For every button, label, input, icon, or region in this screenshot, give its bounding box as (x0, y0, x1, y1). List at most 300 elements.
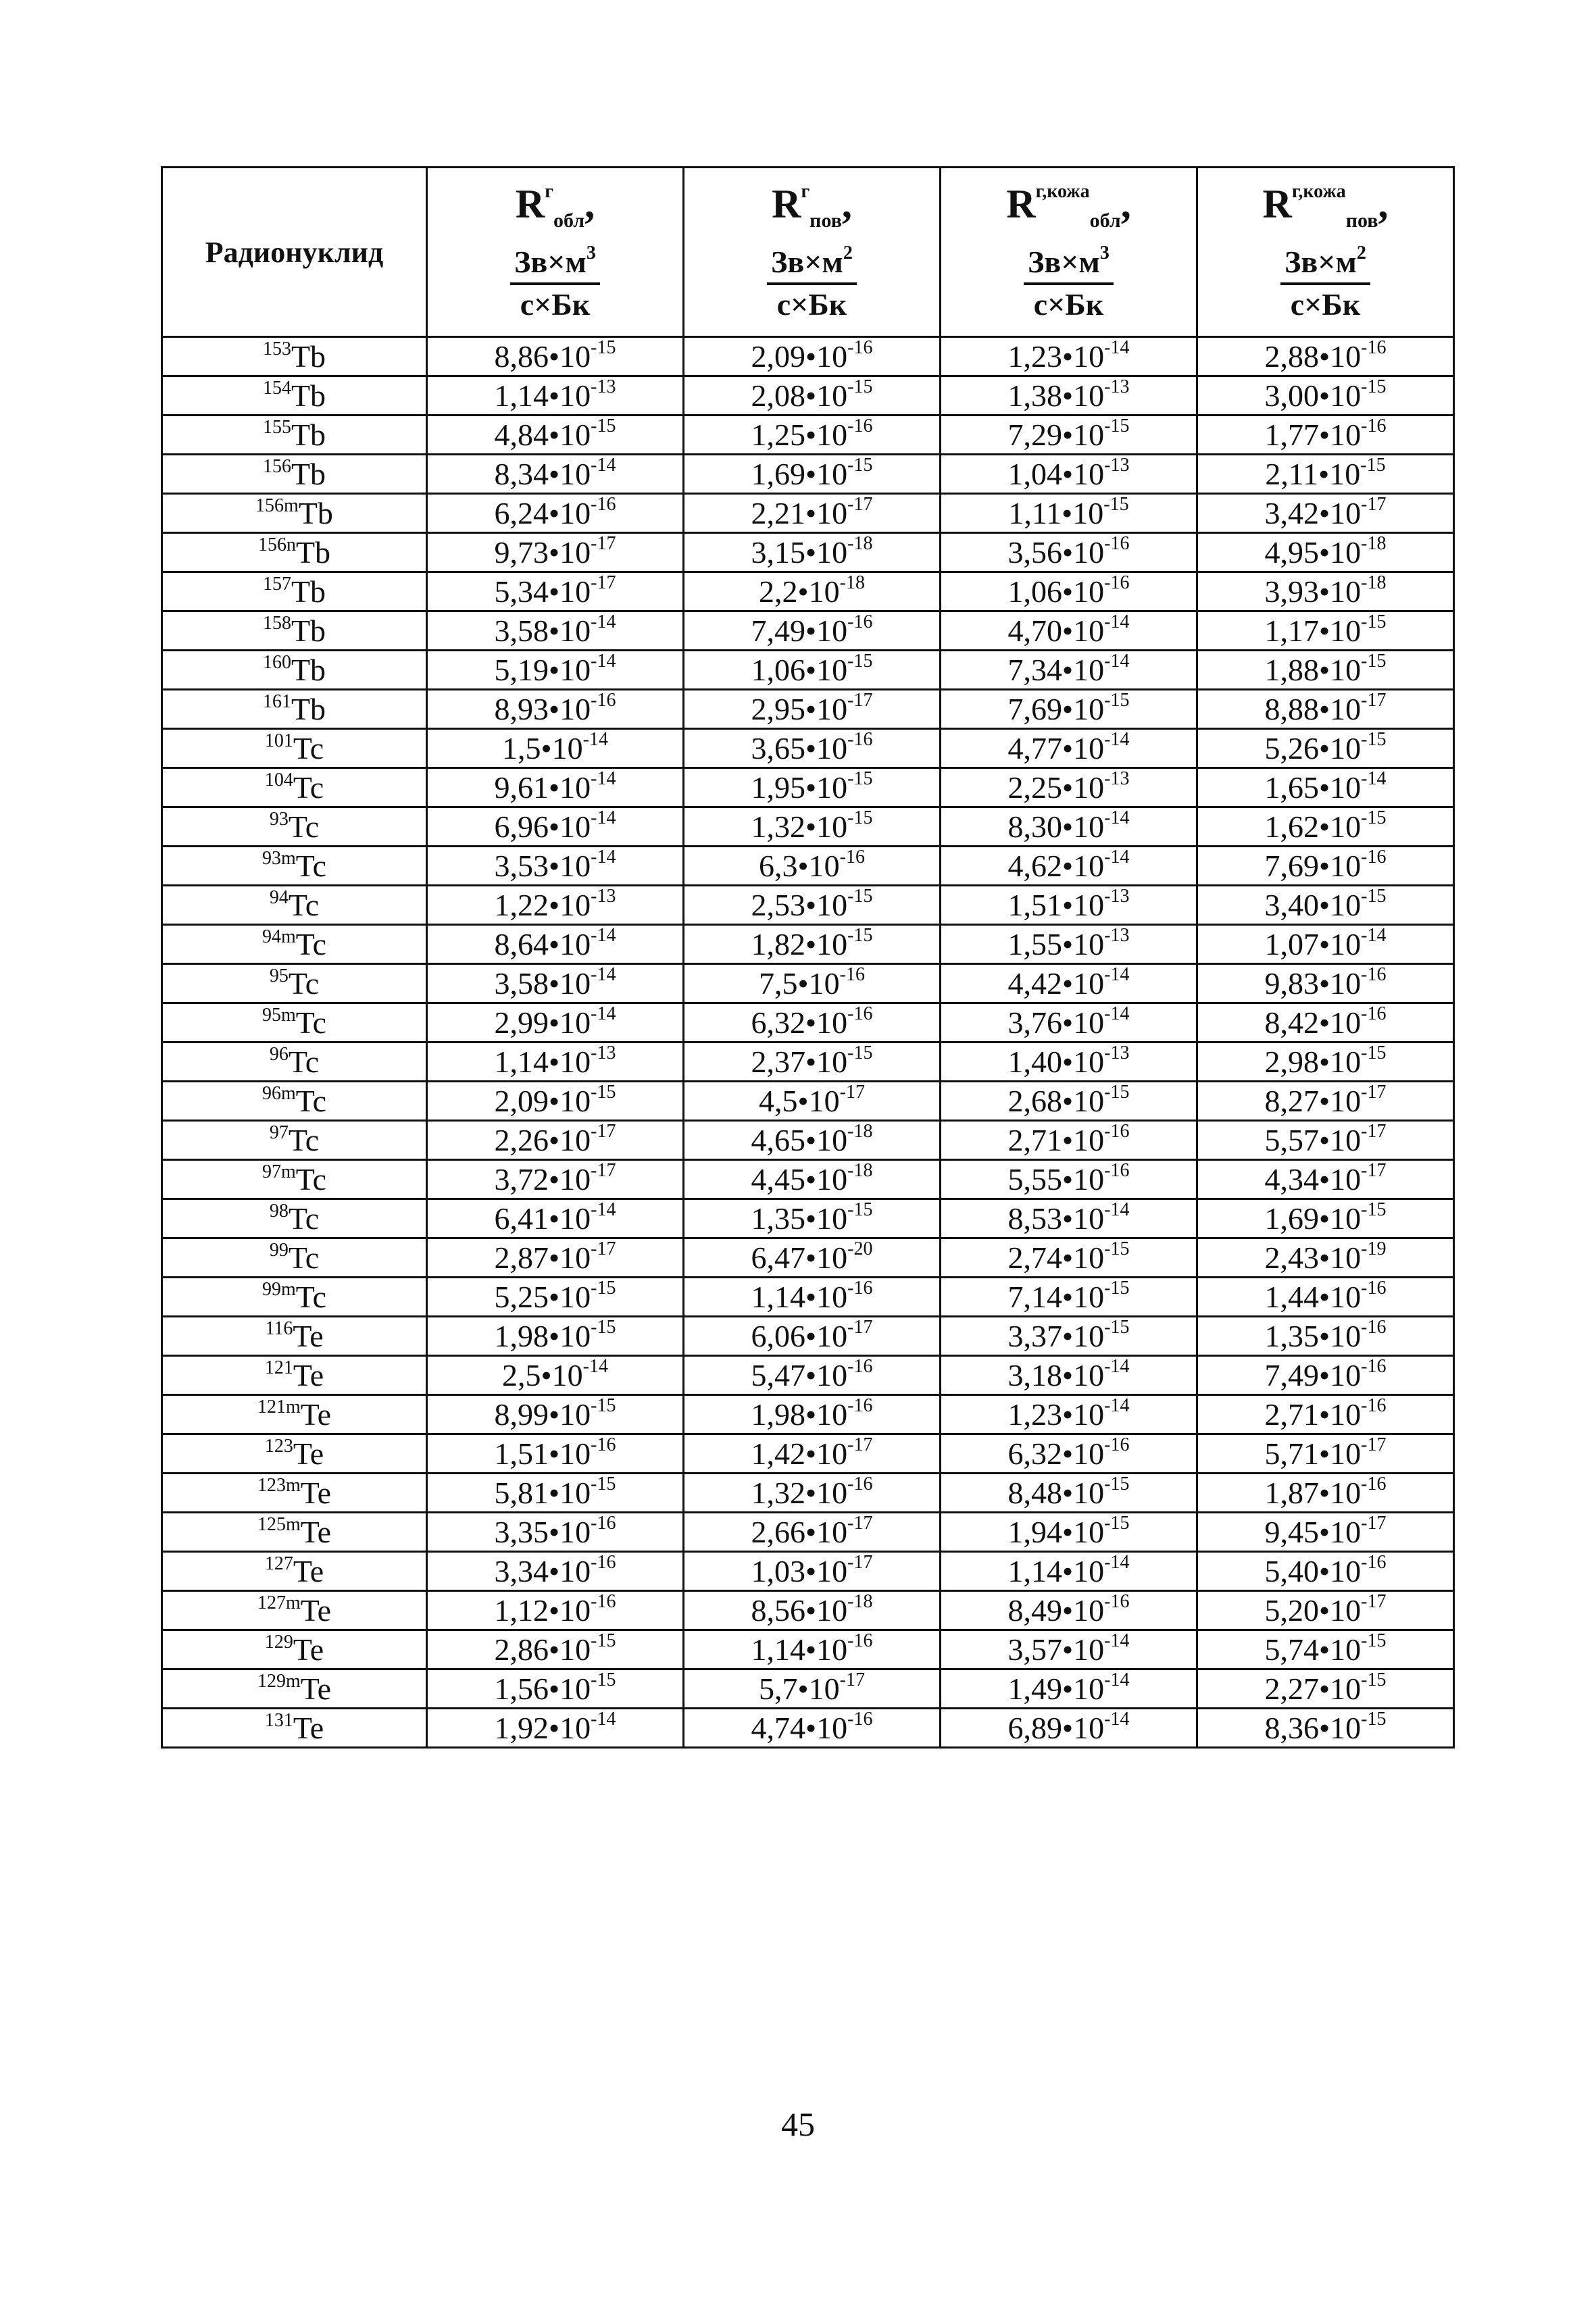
radionuclide-cell (162, 1474, 427, 1513)
value-mantissa: 1,69•10 (1264, 1201, 1362, 1236)
value-cell (941, 1003, 1197, 1042)
value-exponent: -16 (847, 1356, 873, 1377)
value-mantissa: 8,64•10 (494, 927, 591, 961)
mass-number: 153 (262, 338, 291, 359)
value-exponent: -14 (582, 729, 608, 750)
value-mantissa: 2,74•10 (1007, 1240, 1105, 1275)
value-mantissa: 3,58•10 (494, 613, 591, 648)
value-exponent: -15 (1104, 1474, 1130, 1494)
value-exponent: -15 (1361, 1199, 1387, 1220)
value-mantissa: 2,88•10 (1264, 339, 1362, 374)
value-cell (427, 337, 684, 376)
element-symbol: Tc (288, 809, 320, 844)
value-mantissa: 1,49•10 (1007, 1671, 1105, 1706)
radionuclide-cell (162, 1669, 427, 1709)
value-mantissa: 2,27•10 (1264, 1671, 1362, 1706)
value-cell (684, 1199, 941, 1238)
value-mantissa: 1,35•10 (1264, 1319, 1362, 1353)
mass-number: 123m (257, 1475, 301, 1496)
value-exponent: -19 (1361, 1238, 1387, 1259)
mass-number: 156n (257, 534, 296, 555)
value-cell (684, 376, 941, 416)
value-mantissa: 1,69•10 (751, 457, 848, 491)
value-cell (1197, 572, 1454, 611)
value-mantissa: 1,25•10 (751, 418, 848, 452)
radionuclide-cell (162, 1709, 427, 1748)
value-exponent: -17 (591, 1238, 616, 1259)
value-cell (941, 651, 1197, 690)
value-cell (427, 1395, 684, 1434)
value-exponent: -16 (839, 964, 865, 985)
value-cell (684, 886, 941, 925)
value-mantissa: 5,47•10 (751, 1358, 848, 1392)
value-exponent: -14 (1104, 1709, 1130, 1730)
value-mantissa: 3,56•10 (1007, 535, 1105, 570)
value-exponent: -14 (1104, 1669, 1130, 1690)
value-mantissa: 3,34•10 (494, 1554, 591, 1588)
value-mantissa: 1,14•10 (494, 1045, 591, 1079)
value-mantissa: 2,37•10 (751, 1045, 848, 1079)
mass-number: 161 (262, 691, 291, 712)
value-exponent: -15 (847, 925, 873, 946)
value-cell (1197, 1278, 1454, 1317)
mass-number: 95 (269, 965, 289, 986)
value-exponent: -15 (847, 807, 873, 828)
value-mantissa: 1,06•10 (751, 653, 848, 687)
value-mantissa: 1,40•10 (1007, 1045, 1105, 1079)
value-mantissa: 4,70•10 (1007, 613, 1105, 648)
value-mantissa: 3,93•10 (1264, 574, 1362, 609)
value-exponent: -17 (847, 1513, 873, 1534)
value-cell (684, 1434, 941, 1474)
value-exponent: -15 (1361, 611, 1387, 632)
mass-number: 101 (264, 730, 293, 751)
radionuclide-cell (162, 1082, 427, 1121)
value-exponent: -17 (1361, 1591, 1387, 1612)
value-exponent: -16 (591, 1513, 616, 1534)
value-exponent: -14 (1104, 651, 1130, 672)
value-exponent: -14 (1104, 1356, 1130, 1377)
value-cell (941, 1630, 1197, 1669)
value-mantissa: 4,65•10 (751, 1123, 848, 1157)
value-mantissa: 6,3•10 (759, 849, 840, 883)
value-mantissa: 1,95•10 (751, 770, 848, 805)
value-cell (684, 1003, 941, 1042)
value-exponent: -15 (1104, 1238, 1130, 1259)
value-cell (684, 1709, 941, 1748)
value-mantissa: 4,95•10 (1264, 535, 1362, 570)
value-cell (941, 376, 1197, 416)
value-cell (941, 337, 1197, 376)
value-exponent: -13 (591, 376, 616, 397)
value-exponent: -16 (1361, 1356, 1387, 1377)
value-exponent: -14 (1104, 964, 1130, 985)
value-cell (427, 1121, 684, 1160)
value-mantissa: 1,51•10 (494, 1436, 591, 1471)
value-exponent: -14 (1104, 1395, 1130, 1416)
element-symbol: Tc (295, 1162, 327, 1197)
value-exponent: -18 (1361, 533, 1387, 554)
value-mantissa: 4,74•10 (751, 1711, 848, 1745)
value-exponent: -14 (1104, 1630, 1130, 1651)
mass-number: 156m (255, 495, 299, 516)
value-cell (427, 1278, 684, 1317)
value-cell (941, 1356, 1197, 1395)
value-exponent: -18 (847, 1591, 873, 1612)
element-symbol: Tc (293, 731, 324, 765)
value-exponent: -13 (1104, 455, 1130, 476)
value-exponent: -16 (847, 729, 873, 750)
element-symbol: Tc (295, 1280, 327, 1314)
value-mantissa: 4,45•10 (751, 1162, 848, 1197)
table-row (162, 1395, 1454, 1434)
value-exponent: -15 (847, 768, 873, 789)
value-cell (1197, 1434, 1454, 1474)
value-mantissa: 5,25•10 (494, 1280, 591, 1314)
value-exponent: -15 (1104, 690, 1130, 711)
value-exponent: -14 (591, 1709, 616, 1730)
value-mantissa: 3,65•10 (751, 731, 848, 765)
radionuclide-cell (162, 690, 427, 729)
value-exponent: -16 (591, 690, 616, 711)
header-r-skin-cloud: $R^{г,кожа}_{обл}$, $\frac{Зв\times м^3}{с\times Бк}$ (941, 168, 1197, 337)
value-mantissa: 2,99•10 (494, 1005, 591, 1040)
value-exponent: -15 (1361, 651, 1387, 672)
value-exponent: -16 (847, 337, 873, 358)
value-cell (684, 1513, 941, 1552)
value-cell (1197, 455, 1454, 494)
table-row (162, 807, 1454, 847)
table-row (162, 1121, 1454, 1160)
value-cell (941, 416, 1197, 455)
mass-number: 96m (261, 1083, 296, 1104)
radionuclide-cell (162, 1003, 427, 1042)
value-mantissa: 5,20•10 (1264, 1593, 1362, 1628)
element-symbol: Tc (295, 1084, 327, 1118)
value-exponent: -17 (847, 690, 873, 711)
value-cell (427, 1630, 684, 1669)
value-cell (427, 651, 684, 690)
value-mantissa: 3,35•10 (494, 1515, 591, 1549)
element-symbol: Tb (295, 535, 331, 570)
mass-number: 131 (264, 1710, 293, 1731)
value-exponent: -13 (591, 886, 616, 907)
value-cell (941, 1669, 1197, 1709)
value-exponent: -14 (1361, 925, 1387, 946)
value-cell (1197, 1238, 1454, 1278)
value-exponent: -17 (1361, 1513, 1387, 1534)
header-row (162, 168, 1454, 337)
value-mantissa: 1,23•10 (1007, 339, 1105, 374)
value-mantissa: 7,69•10 (1264, 849, 1362, 883)
value-cell (941, 1199, 1197, 1238)
mass-number: 99m (261, 1279, 296, 1300)
value-cell (684, 1552, 941, 1591)
table-row (162, 1434, 1454, 1474)
radionuclide-cell (162, 1199, 427, 1238)
table-row (162, 1278, 1454, 1317)
value-mantissa: 2,2•10 (759, 574, 840, 609)
mass-number: 98 (269, 1201, 289, 1222)
value-exponent: -15 (591, 1278, 616, 1299)
radionuclide-cell (162, 651, 427, 690)
value-mantissa: 5,26•10 (1264, 731, 1362, 765)
value-exponent: -15 (1104, 1513, 1130, 1534)
value-exponent: -16 (847, 1709, 873, 1730)
value-exponent: -15 (847, 376, 873, 397)
value-cell (427, 1474, 684, 1513)
value-exponent: -17 (1361, 1121, 1387, 1142)
value-mantissa: 3,37•10 (1007, 1319, 1105, 1353)
table-row (162, 376, 1454, 416)
value-cell (427, 494, 684, 533)
value-mantissa: 1,38•10 (1007, 378, 1105, 413)
value-cell (427, 1003, 684, 1042)
value-exponent: -16 (591, 1434, 616, 1455)
table-row (162, 651, 1454, 690)
value-exponent: -17 (1361, 1160, 1387, 1181)
value-mantissa: 6,96•10 (494, 809, 591, 844)
value-cell (1197, 494, 1454, 533)
value-exponent: -14 (1104, 337, 1130, 358)
value-exponent: -15 (1104, 1278, 1130, 1299)
value-cell (684, 1669, 941, 1709)
element-symbol: Tc (288, 1240, 320, 1275)
element-symbol: Te (293, 1358, 324, 1392)
value-mantissa: 1,11•10 (1008, 496, 1104, 530)
radionuclide-cell (162, 807, 427, 847)
value-exponent: -15 (1104, 416, 1130, 436)
value-cell (941, 1238, 1197, 1278)
element-symbol: Te (293, 1319, 324, 1353)
value-mantissa: 2,66•10 (751, 1515, 848, 1549)
mass-number: 94m (261, 926, 296, 947)
mass-number: 94 (269, 887, 289, 908)
value-mantissa: 6,41•10 (494, 1201, 591, 1236)
value-cell (941, 1474, 1197, 1513)
dose-coefficient-table (161, 166, 1455, 1749)
value-mantissa: 1,14•10 (1007, 1554, 1105, 1588)
value-mantissa: 3,57•10 (1007, 1632, 1105, 1667)
value-cell (427, 416, 684, 455)
value-cell (427, 690, 684, 729)
value-exponent: -16 (1361, 1278, 1387, 1299)
mass-number: 121 (264, 1357, 293, 1378)
element-symbol: Tc (288, 1201, 320, 1236)
value-mantissa: 3,58•10 (494, 966, 591, 1001)
table-row (162, 925, 1454, 964)
value-cell (1197, 807, 1454, 847)
value-cell (1197, 337, 1454, 376)
element-symbol: Te (293, 1554, 324, 1588)
value-mantissa: 8,86•10 (494, 339, 591, 374)
value-mantissa: 6,32•10 (751, 1005, 848, 1040)
element-symbol: Tb (291, 653, 326, 687)
value-cell (684, 1591, 941, 1630)
radionuclide-cell (162, 1160, 427, 1199)
value-exponent: -14 (591, 455, 616, 476)
value-mantissa: 4,77•10 (1007, 731, 1105, 765)
value-cell (684, 925, 941, 964)
value-mantissa: 1,77•10 (1264, 418, 1362, 452)
element-symbol: Tc (288, 1123, 320, 1157)
value-exponent: -14 (591, 768, 616, 789)
radionuclide-cell (162, 1513, 427, 1552)
mass-number: 95m (261, 1005, 296, 1026)
value-exponent: -15 (1104, 1317, 1130, 1338)
value-cell (1197, 416, 1454, 455)
value-mantissa: 8,27•10 (1264, 1084, 1362, 1118)
value-exponent: -15 (847, 455, 873, 476)
value-exponent: -17 (591, 1121, 616, 1142)
value-exponent: -16 (1361, 337, 1387, 358)
value-mantissa: 1,14•10 (751, 1632, 848, 1667)
value-mantissa: 1,5•10 (502, 731, 583, 765)
value-cell (427, 455, 684, 494)
header-r-cloud: $R^г_{обл}$, $\frac{Зв\times м^3}{с\times Бк}$ (427, 168, 684, 337)
value-mantissa: 7,29•10 (1007, 418, 1105, 452)
value-exponent: -15 (1361, 1709, 1387, 1730)
value-cell (1197, 376, 1454, 416)
value-cell (427, 1042, 684, 1082)
mass-number: 123 (264, 1436, 293, 1457)
element-symbol: Tc (295, 1005, 327, 1040)
header-r-surface: $R^г_{пов}$, $\frac{Зв\times м^2}{с\times Бк}$ (684, 168, 941, 337)
value-cell (1197, 1082, 1454, 1121)
value-exponent: -15 (591, 1669, 616, 1690)
radionuclide-cell (162, 455, 427, 494)
value-mantissa: 3,53•10 (494, 849, 591, 883)
value-cell (427, 847, 684, 886)
value-mantissa: 1,06•10 (1007, 574, 1105, 609)
value-mantissa: 6,06•10 (751, 1319, 848, 1353)
radionuclide-cell (162, 1630, 427, 1669)
value-cell (941, 729, 1197, 768)
mass-number: 97 (269, 1122, 289, 1143)
mass-number: 93 (269, 809, 289, 830)
value-cell (1197, 1591, 1454, 1630)
value-mantissa: 4,62•10 (1007, 849, 1105, 883)
value-exponent: -15 (847, 651, 873, 672)
value-cell (1197, 1317, 1454, 1356)
value-cell (684, 1317, 941, 1356)
value-cell (1197, 1042, 1454, 1082)
value-cell (1197, 847, 1454, 886)
value-exponent: -16 (1361, 1395, 1387, 1416)
table-row (162, 533, 1454, 572)
radionuclide-cell (162, 572, 427, 611)
value-exponent: -14 (1104, 611, 1130, 632)
value-exponent: -15 (1360, 455, 1386, 476)
value-mantissa: 8,99•10 (494, 1397, 591, 1432)
radionuclide-cell (162, 494, 427, 533)
value-cell (1197, 1160, 1454, 1199)
element-symbol: Tb (291, 613, 326, 648)
table-row (162, 964, 1454, 1003)
value-cell (684, 1160, 941, 1199)
value-cell (427, 533, 684, 572)
value-mantissa: 1,55•10 (1007, 927, 1105, 961)
value-exponent: -16 (1361, 1003, 1387, 1024)
element-symbol: Te (300, 1397, 332, 1432)
value-cell (684, 847, 941, 886)
value-mantissa: 3,76•10 (1007, 1005, 1105, 1040)
value-cell (427, 572, 684, 611)
value-cell (684, 1121, 941, 1160)
value-exponent: -16 (591, 494, 616, 515)
value-mantissa: 1,82•10 (751, 927, 848, 961)
value-mantissa: 8,42•10 (1264, 1005, 1362, 1040)
value-cell (427, 1552, 684, 1591)
value-cell (684, 1630, 941, 1669)
value-exponent: -13 (1104, 768, 1130, 789)
value-exponent: -15 (591, 1082, 616, 1103)
value-exponent: -15 (1103, 494, 1129, 515)
element-symbol: Te (300, 1515, 332, 1549)
value-cell (684, 1395, 941, 1434)
element-symbol: Te (300, 1476, 332, 1510)
value-mantissa: 2,09•10 (751, 339, 848, 374)
value-cell (684, 807, 941, 847)
value-exponent: -14 (1361, 768, 1387, 789)
value-mantissa: 9,73•10 (494, 535, 591, 570)
value-cell (941, 964, 1197, 1003)
value-mantissa: 5,34•10 (494, 574, 591, 609)
value-mantissa: 5,81•10 (494, 1476, 591, 1510)
value-exponent: -15 (591, 1317, 616, 1338)
radionuclide-cell (162, 886, 427, 925)
value-exponent: -17 (1361, 690, 1387, 711)
value-cell (427, 768, 684, 807)
value-cell (684, 768, 941, 807)
value-cell (941, 1121, 1197, 1160)
value-exponent: -17 (839, 1082, 865, 1103)
table-row (162, 1709, 1454, 1748)
value-cell (1197, 1003, 1454, 1042)
value-cell (941, 1395, 1197, 1434)
value-exponent: -17 (847, 1434, 873, 1455)
radionuclide-cell (162, 729, 427, 768)
radionuclide-cell (162, 847, 427, 886)
value-exponent: -16 (591, 1552, 616, 1573)
value-cell (684, 690, 941, 729)
table-row (162, 1356, 1454, 1395)
mass-number: 116 (265, 1318, 293, 1339)
table-row (162, 1513, 1454, 1552)
value-mantissa: 7,69•10 (1007, 692, 1105, 726)
value-mantissa: 7,5•10 (759, 966, 840, 1001)
value-cell (427, 376, 684, 416)
value-cell (1197, 1630, 1454, 1669)
value-cell (427, 1591, 684, 1630)
mass-number: 156 (262, 456, 291, 477)
table-row (162, 494, 1454, 533)
value-mantissa: 1,51•10 (1007, 888, 1105, 922)
value-mantissa: 8,49•10 (1007, 1593, 1105, 1628)
radionuclide-cell (162, 1042, 427, 1082)
value-mantissa: 7,49•10 (751, 613, 848, 648)
table-row (162, 1474, 1454, 1513)
value-mantissa: 1,14•10 (494, 378, 591, 413)
value-mantissa: 8,34•10 (494, 457, 591, 491)
value-exponent: -13 (1104, 886, 1130, 907)
value-exponent: -14 (591, 611, 616, 632)
value-exponent: -16 (1104, 1434, 1130, 1455)
table-row (162, 1317, 1454, 1356)
value-cell (684, 1082, 941, 1121)
value-exponent: -17 (591, 533, 616, 554)
mass-number: 125m (257, 1514, 301, 1535)
